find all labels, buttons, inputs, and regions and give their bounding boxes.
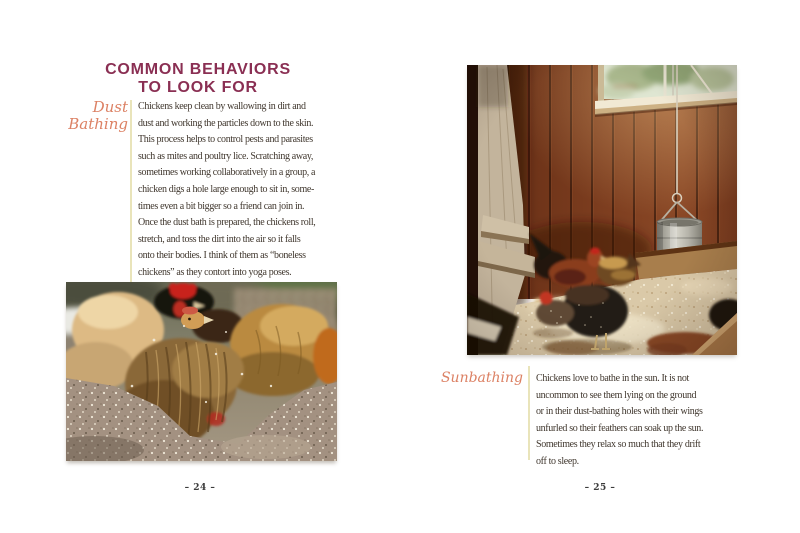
- section-divider: [528, 366, 530, 460]
- right-page: [400, 0, 800, 533]
- coop-feeder-photo: [467, 65, 737, 355]
- text-line: or in their dust-bathing holes with their wings: [536, 406, 703, 418]
- section-label-line: Sunbathing: [440, 370, 523, 386]
- text-line: Chickens keep clean by wallowing in dirt and: [138, 101, 306, 112]
- text-line: This process helps to control pests and parasites: [138, 134, 313, 146]
- page-number-left: – 24 –: [184, 483, 216, 493]
- dust-bathing-photo: [66, 282, 337, 461]
- sunbathing-paragraph: [536, 371, 703, 471]
- text-line: off to sleep.: [536, 455, 579, 467]
- section-label-line: Dust: [92, 98, 128, 116]
- text-line: unfurled so their feathers can soak up the sun.: [536, 422, 704, 434]
- text-line: stretch, and toss the dirt into the air so it falls: [138, 233, 301, 245]
- text-line: Once the dust bath is prepared, the chickens roll,: [138, 217, 316, 229]
- text-line: chicken digs a hole large enough to sit in, some-: [138, 183, 314, 195]
- page-title: [58, 61, 338, 96]
- section-divider: [130, 100, 132, 284]
- page-number-right: – 25 –: [584, 483, 616, 493]
- text-line: sometimes working collaboratively in a group, a: [138, 167, 316, 179]
- text-line: chickens” as they contort into yoga poses.: [138, 266, 292, 278]
- text-line: uncommon to see them lying on the ground: [536, 389, 697, 401]
- text-line: dust and working the particles down to the skin.: [138, 117, 314, 129]
- dust-bathing-paragraph: [138, 99, 315, 282]
- section-label-sunbathing: [428, 370, 523, 386]
- title-line-1: COMMON BEHAVIORS: [105, 61, 291, 78]
- text-line: onto their bodies. I think of them as “boneless: [138, 250, 306, 262]
- text-line: times even a bit bigger so a friend can join in.: [138, 200, 305, 212]
- text-line: Sometimes they relax so much that they drift: [536, 439, 701, 451]
- section-label-dust-bathing: [56, 99, 128, 133]
- section-label-line: Bathing: [68, 115, 128, 133]
- title-line-2: TO LOOK FOR: [138, 78, 258, 96]
- text-line: such as mites and poultry lice. Scratching away,: [138, 150, 313, 162]
- text-line: Chickens love to bathe in the sun. It is not: [536, 373, 689, 384]
